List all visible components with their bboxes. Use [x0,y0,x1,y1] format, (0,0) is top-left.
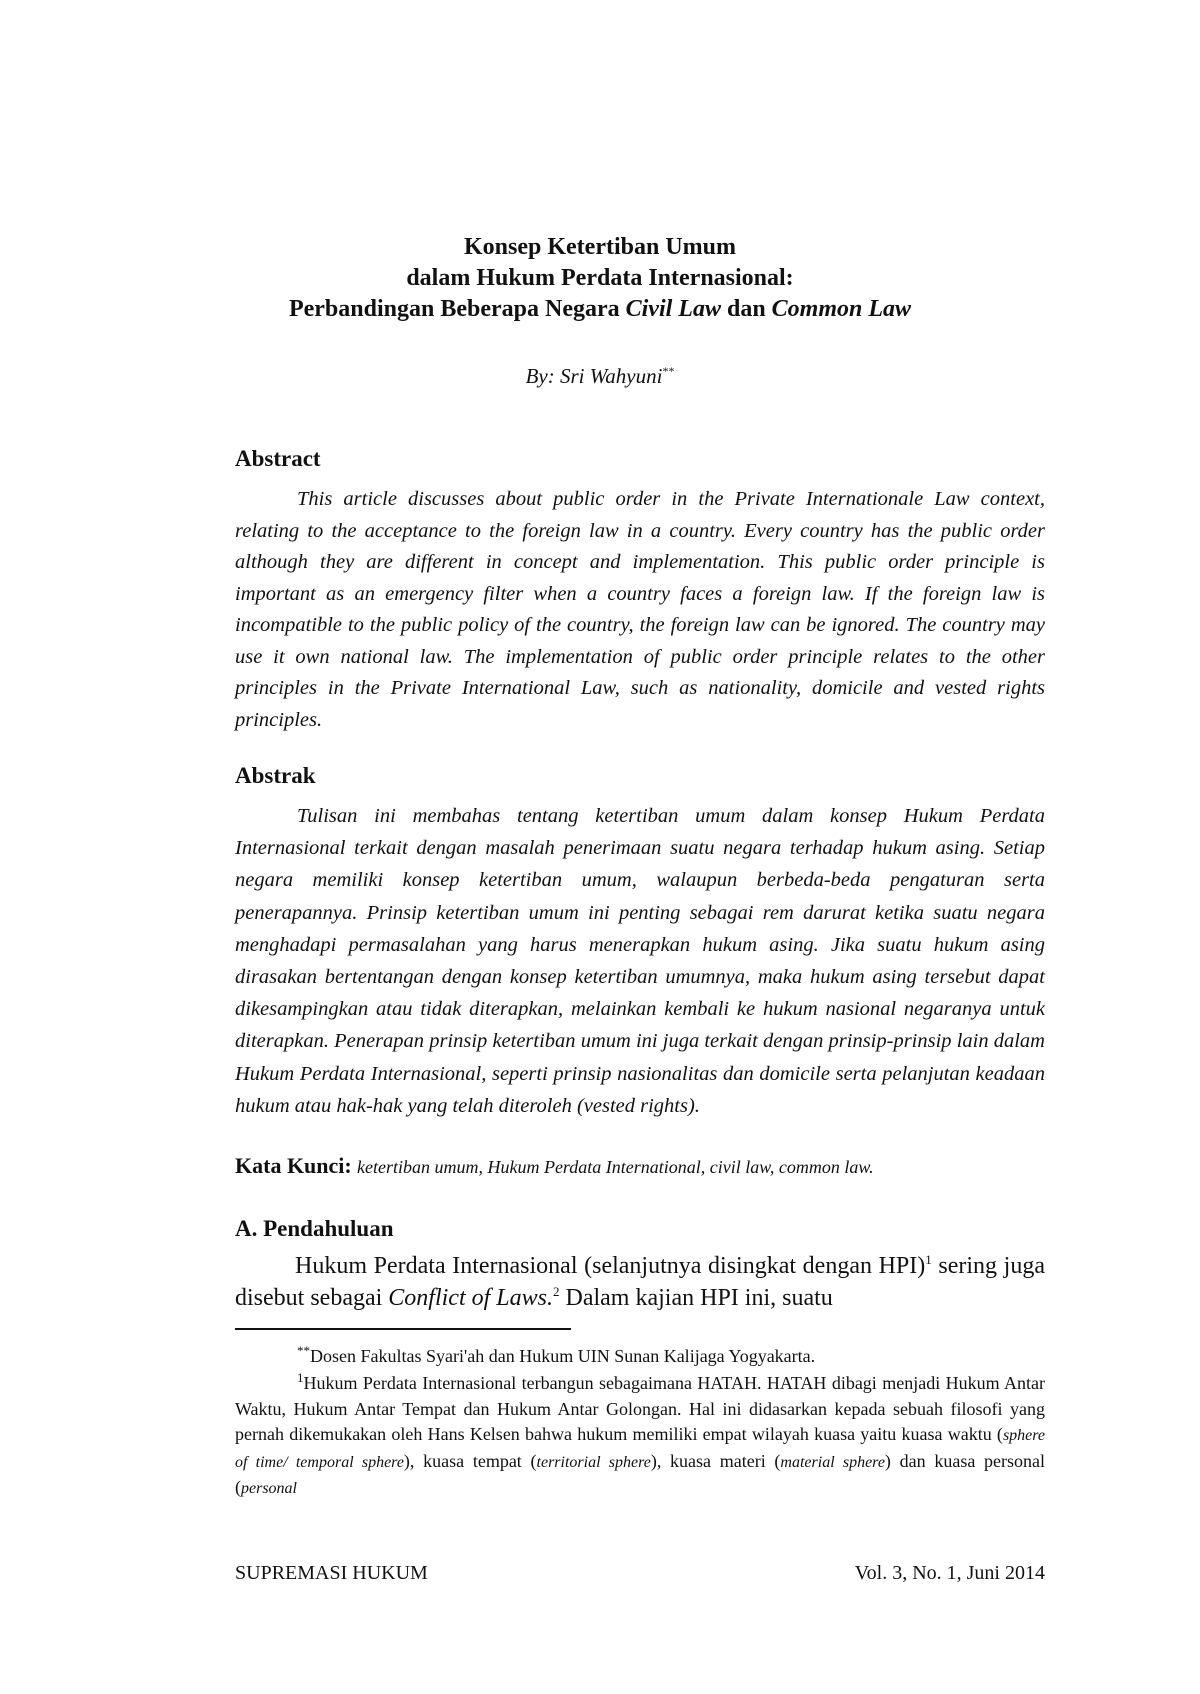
abstract-english: This article discusses about public order in the Private Internationale Law context, relating to the acceptance to the foreign law in a country. Every country has the public order although they are different in concept and implementation. This public order principle is important as an emergency filter when a country faces a foreign law. If the foreign law is incompatible to the public policy of the country, the foreign law can be ignored. The country may use it own national law. The implementation of public order principle relates to the other principles in the Private International Law, such as nationality, domicile and vested rights principles. [235,488,1045,731]
author-line: By: Sri Wahyuni** [525,364,675,388]
keywords: Kata Kunci: ketertiban umum, Hukum Perdata International, civil law, common law. [235,1153,874,1178]
title-line-1: Konsep Ketertiban Umum [464,234,736,260]
footnote-ref-2[interactable]: 2 [553,1284,560,1299]
abstrak-heading: Abstrak [235,763,316,788]
footnote-divider [235,1328,571,1330]
abstract-heading: Abstract [235,446,321,471]
footnote-author: **Dosen Fakultas Syari'ah dan Hukum UIN Sunan Kalijaga Yogyakarta. [297,1343,816,1366]
intro-paragraph: Hukum Perdata Internasional (selanjutnya disingkat dengan HPI)$^1$ sering juga disebut sebagai Conflict of Laws.$^2$ Dalam kajian HPI ini, suatu [235,1252,1045,1311]
abstract-indonesian: Tulisan ini membahas tentang ketertiban umum dalam konsep Hukum Perdata Internasional terkait dengan masalah penerimaan suatu negara terhadap hukum asing. Setiap negara memiliki konsep ketertiban umum, walaupun berbeda-beda pengaturan serta penerapannya. Prinsip ketertiban umum ini penting sebagai rem darurat ketika suatu negara menghadapi permasalahan yang harus menerapkan hukum asing. Jika suatu hukum asing dirasakan bertentangan dengan konsep ketertiban umumnya, maka hukum asing tersebut dapat dikesampingkan atau tidak diterapkan, melainkan kembali ke hukum nasional negaranya untuk diterapkan. Penerapan prinsip ketertiban umum ini juga terkait dengan prinsip-prinsip lain dalam Hukum Perdata Internasional, seperti prinsip nasionalitas dan domicile serta pelanjutan keadaan hukum atau hak-hak yang telah diteroleh (vested rights). [235,805,1045,1117]
footnote-ref-1[interactable]: 1 [925,1252,932,1267]
footer-issue: Vol. 3, No. 1, Juni 2014 [854,1562,1045,1584]
section-heading: A. Pendahuluan [235,1216,394,1241]
title-line-2: dalam Hukum Perdata Internasional: [406,265,794,291]
footnote-1: $^1$Hukum Perdata Internasional terbangun sebagaimana HATAH. HATAH dibagi menjadi Hukum Antar Waktu, Hukum Antar Tempat dan Hukum Antar Golongan. Hal ini didasarkan kepada sebuah filosofi yang pernah dikemukakan oleh Hans Kelsen bahwa hukum memiliki empat wilayah kuasa yaitu kuasa waktu (sphere of time/ temporal sphere), kuasa tempat (territorial sphere), kuasa materi (material sphere) dan kuasa personal (personal [235,1370,1046,1497]
paper-title [0,232,1200,325]
footer-journal: SUPREMASI HUKUM [235,1562,428,1584]
title-line-3: Perbandingan Beberapa Negara Civil Law dan Common Law [288,296,912,322]
